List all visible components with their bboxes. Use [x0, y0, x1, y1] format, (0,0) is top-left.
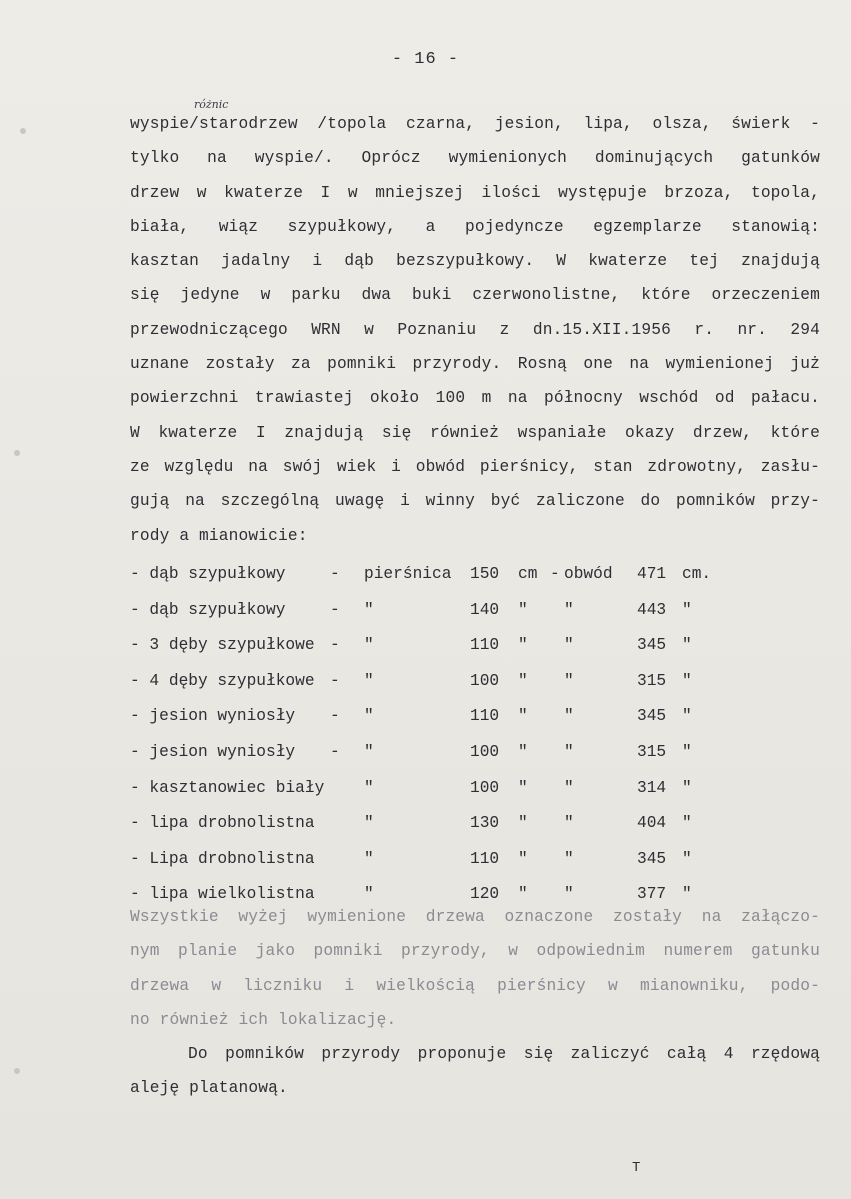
tree-unit-cell: ": [518, 600, 528, 619]
tree-label-2-cell: ": [564, 778, 574, 797]
tree-label-cell: ": [364, 707, 374, 726]
tree-unit-cell: ": [518, 671, 528, 690]
tree-circ-cell: 345: [637, 636, 667, 655]
footer-mark: T: [632, 1160, 641, 1176]
tree-circ-cell: 345: [637, 707, 667, 726]
tree-dash-cell: -: [330, 707, 340, 726]
tree-label-2-cell: ": [564, 671, 574, 690]
tree-label-cell: pierśnica: [364, 565, 452, 583]
tree-label-cell: ": [364, 742, 374, 761]
tree-row: [130, 735, 730, 771]
tree-girth-cell: 100: [470, 778, 500, 797]
paragraph-2: [130, 900, 820, 1106]
tree-name-cell: - 3 dęby szypułkowe: [130, 636, 315, 655]
tree-label-2-cell: ": [564, 849, 574, 868]
tree-label-2-cell: ": [564, 636, 574, 655]
tree-unit-2-cell: ": [682, 600, 692, 619]
tree-girth-cell: 150: [470, 565, 500, 583]
tree-unit-cell: ": [518, 849, 528, 868]
tree-unit-cell: cm: [518, 565, 538, 583]
text-line: Do pomników przyrody proponuje się zaliczyć całą 4 rzędową: [188, 1045, 820, 1064]
tree-row: [130, 771, 730, 807]
tree-name-cell: - dąb szypułkowy: [130, 565, 286, 583]
tree-row: [130, 557, 730, 593]
tree-unit-cell: ": [518, 636, 528, 655]
tree-label-2-cell: ": [564, 707, 574, 726]
tree-label-2-cell: ": [564, 814, 574, 833]
tree-unit-cell: ": [518, 814, 528, 833]
tree-unit-cell: ": [518, 707, 528, 726]
tree-circ-cell: 471: [637, 565, 667, 583]
tree-name-cell: - dąb szypułkowy: [130, 600, 286, 619]
tree-dash-cell: -: [330, 742, 340, 761]
text-line: się jedyne w parku dwa buki czerwonolistne, które orzeczeniem: [130, 286, 820, 305]
tree-girth-cell: 100: [470, 742, 500, 761]
text-line: gują na szczególną uwagę i winny być zaliczone do pomników przy-: [130, 492, 820, 511]
tree-label-cell: ": [364, 778, 374, 797]
tree-label-2-cell: ": [564, 742, 574, 761]
tree-dash-cell: -: [330, 636, 340, 655]
text-line: drzewa w liczniku i wielkością pierśnicy w mianowniku, podo-: [130, 976, 820, 995]
tree-unit-2-cell: ": [682, 885, 692, 904]
tree-label-cell: ": [364, 636, 374, 655]
text-line: Wszystkie wyżej wymienione drzewa oznaczone zostały na załączo-: [130, 908, 820, 926]
tree-unit-cell: ": [518, 778, 528, 797]
tree-list: [130, 557, 730, 913]
tree-label-cell: ": [364, 885, 374, 904]
text-line: W kwaterze I znajdują się również wspaniałe okazy drzew, które: [130, 423, 820, 442]
text-line: powierzchni trawiastej około 100 m na północny wschód od pałacu.: [130, 389, 820, 408]
tree-circ-cell: 314: [637, 778, 667, 797]
tree-unit-2-cell: ": [682, 707, 692, 726]
paragraph-1: [130, 107, 820, 553]
tree-row: [130, 593, 730, 629]
tree-girth-cell: 110: [470, 849, 500, 868]
text-line: przewodniczącego WRN w Poznaniu z dn.15.XII.1956 r. nr. 294: [130, 320, 820, 339]
text-line: no również ich lokalizację.: [130, 1010, 397, 1029]
tree-girth-cell: 110: [470, 707, 500, 726]
text-line: ze względu na swój wiek i obwód pierśnicy, stan zdrowotny, zasłu-: [130, 457, 820, 476]
tree-circ-cell: 377: [637, 885, 667, 904]
tree-row: [130, 842, 730, 878]
tree-label-2-cell: obwód: [564, 565, 613, 583]
tree-unit-2-cell: cm.: [682, 565, 712, 583]
tree-circ-cell: 404: [637, 814, 667, 833]
tree-row: [130, 628, 730, 664]
tree-unit-2-cell: ": [682, 778, 692, 797]
tree-label-cell: ": [364, 814, 374, 833]
tree-unit-cell: ": [518, 742, 528, 761]
tree-label-cell: ": [364, 671, 374, 690]
tree-unit-cell: ": [518, 885, 528, 904]
tree-girth-cell: 110: [470, 636, 500, 655]
text-line: biała, wiąz szypułkowy, a pojedyncze egzemplarze stanowią:: [130, 217, 820, 236]
tree-dash-cell: -: [330, 565, 340, 583]
tree-unit-2-cell: ": [682, 742, 692, 761]
tree-name-cell: - lipa wielkolistna: [130, 885, 315, 904]
text-line: uznane zostały za pomniki przyrody. Rosną one na wymienionej już: [130, 355, 820, 374]
tree-circ-cell: 345: [637, 849, 667, 868]
tree-name-cell: - kasztanowiec biały: [130, 778, 325, 797]
tree-name-cell: - jesion wyniosły: [130, 707, 296, 726]
text-line: tylko na wyspie/. Oprócz wymienionych dominujących gatunków: [130, 149, 820, 168]
tree-dash-cell: -: [330, 671, 340, 690]
text-line: nym planie jako pomniki przyrody, w odpowiednim numerem gatunku: [130, 942, 820, 961]
tree-girth-cell: 100: [470, 671, 500, 690]
text-line: aleję platanową.: [130, 1079, 288, 1098]
tree-row: [130, 664, 730, 700]
tree-label-cell: ": [364, 600, 374, 619]
page-number: - 16 -: [391, 50, 460, 69]
tree-girth-cell: 140: [470, 600, 500, 619]
tree-circ-cell: 315: [637, 742, 667, 761]
tree-unit-2-cell: ": [682, 849, 692, 868]
tree-unit-2-cell: ": [682, 636, 692, 655]
tree-row: [130, 699, 730, 735]
tree-unit-2-cell: ": [682, 814, 692, 833]
tree-label-cell: ": [364, 849, 374, 868]
punch-hole-mark: [20, 128, 26, 134]
handwritten-annotation: różnic: [194, 98, 229, 111]
tree-circ-cell: 315: [637, 671, 667, 690]
tree-dash-2-cell: -: [550, 565, 560, 583]
tree-label-2-cell: ": [564, 600, 574, 619]
text-line: drzew w kwaterze I w mniejszej ilości występuje brzoza, topola,: [130, 183, 820, 202]
tree-girth-cell: 120: [470, 885, 500, 904]
text-line: wyspie/starodrzew /topola czarna, jesion, lipa, olsza, świerk -: [130, 115, 820, 133]
tree-circ-cell: 443: [637, 600, 667, 619]
tree-name-cell: - 4 dęby szypułkowe: [130, 671, 315, 690]
tree-girth-cell: 130: [470, 814, 500, 833]
tree-label-2-cell: ": [564, 885, 574, 904]
tree-name-cell: - lipa drobnolistna: [130, 814, 315, 833]
tree-name-cell: - Lipa drobnolistna: [130, 849, 315, 868]
tree-name-cell: - jesion wyniosły: [130, 742, 296, 761]
punch-hole-mark: [14, 450, 20, 456]
text-line: rody a mianowicie:: [130, 526, 308, 545]
tree-unit-2-cell: ": [682, 671, 692, 690]
tree-dash-cell: -: [330, 600, 340, 619]
punch-hole-mark: [14, 1068, 20, 1074]
text-line: kasztan jadalny i dąb bezszypułkowy. W kwaterze tej znajdują: [130, 252, 820, 271]
tree-row: [130, 806, 730, 842]
